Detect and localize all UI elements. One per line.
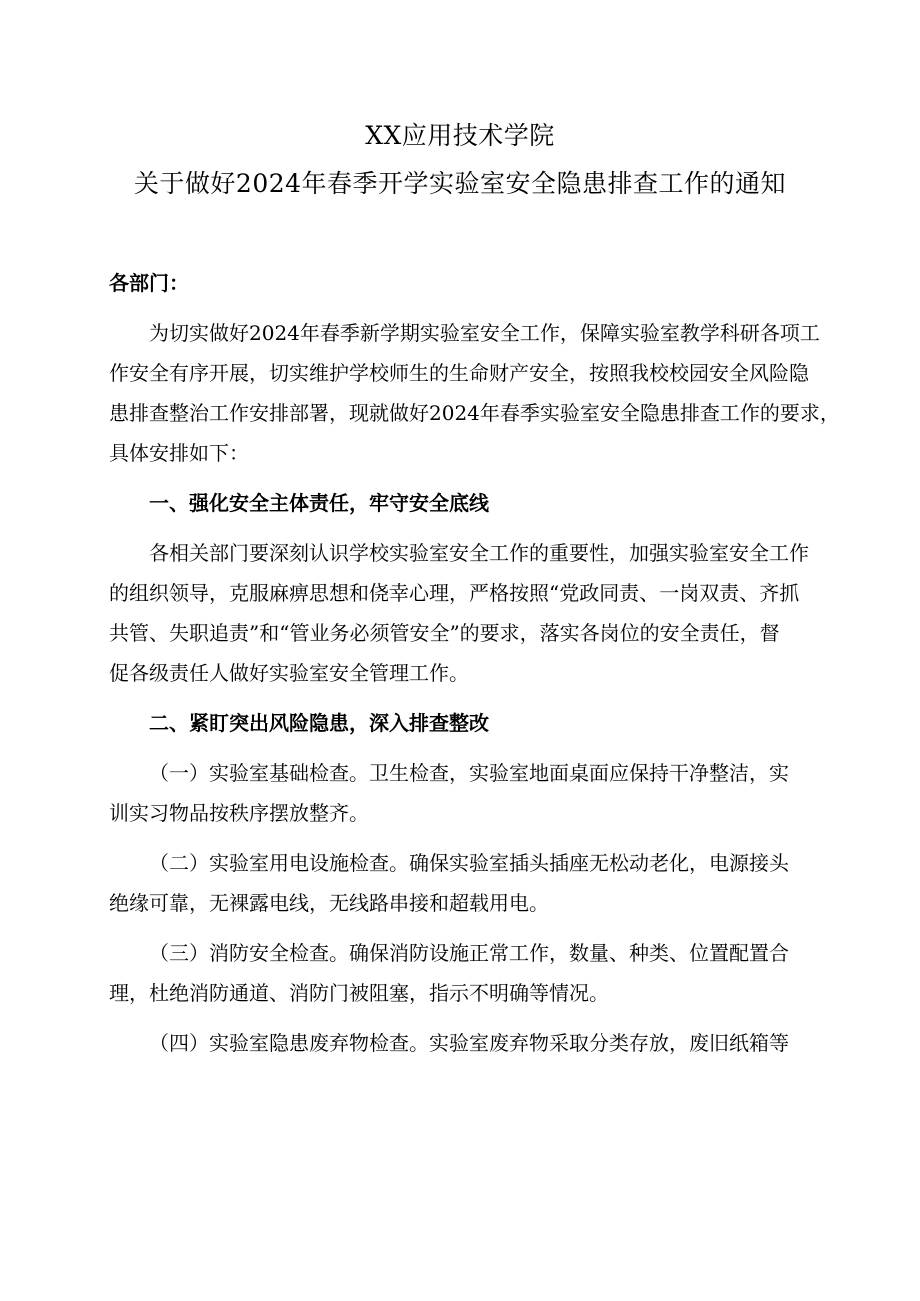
intro-line: 具体安排如下： [109, 441, 249, 465]
section-1-line: 促各级责任人做好实验室安全管理工作。 [109, 661, 469, 685]
check-item-line: 绝缘可靠，无裸露电线，无线路串接和超载用电。 [109, 891, 549, 915]
school-name: XX应用技术学院 [365, 121, 555, 150]
section-1-heading: 一、强化安全主体责任，牢守安全底线 [149, 491, 489, 515]
check-item-3 [109, 933, 809, 1013]
intro-line: 为切实做好2024年春季新学期实验室安全工作，保障实验室教学科研各项工 [149, 321, 820, 345]
salutation: 各部门： [109, 271, 189, 295]
notice-subject: 关于做好2024年春季开学实验室安全隐患排查工作的通知 [133, 169, 787, 198]
check-item-line: （四）实验室隐患废弃物检查。实验室废弃物采取分类存放，废旧纸箱等 [149, 1031, 789, 1055]
check-item-line: （二）实验室用电设施检查。确保实验室插头插座无松动老化，电源接头 [149, 851, 789, 875]
intro-line: 患排查整治工作安排部署，现就做好2024年春季实验室安全隐患排查工作的要求， [109, 401, 840, 425]
check-item-line: （三）消防安全检查。确保消防设施正常工作，数量、种类、位置配置合 [149, 941, 789, 965]
notice-body [109, 263, 840, 1073]
section-1-line: 各相关部门要深刻认识学校实验室安全工作的重要性，加强实验室安全工作 [149, 541, 809, 565]
intro-line: 作安全有序开展，切实维护学校师生的生命财产安全，按照我校校园安全风险隐 [109, 361, 809, 385]
notice-title [0, 112, 920, 208]
section-1-line: 共管、失职追责”和“管业务必须管安全”的要求，落实各岗位的安全责任，督 [109, 621, 780, 645]
section-1-paragraph [109, 533, 809, 693]
check-item-line: （一）实验室基础检查。卫生检查，实验室地面桌面应保持干净整洁，实 [149, 761, 789, 785]
check-item-1 [109, 753, 809, 833]
check-item-2 [109, 843, 809, 923]
check-item-line: 训实习物品按秩序摆放整齐。 [109, 801, 369, 825]
intro-paragraph [109, 313, 840, 473]
section-1-line: 的组织领导，克服麻痹思想和侥幸心理，严格按照“党政同责、一岗双责、齐抓 [109, 581, 800, 605]
check-item-4 [109, 1023, 809, 1063]
section-2-heading: 二、紧盯突出风险隐患，深入排查整改 [149, 711, 489, 735]
check-item-line: 理，杜绝消防通道、消防门被阻塞，指示不明确等情况。 [109, 981, 609, 1005]
